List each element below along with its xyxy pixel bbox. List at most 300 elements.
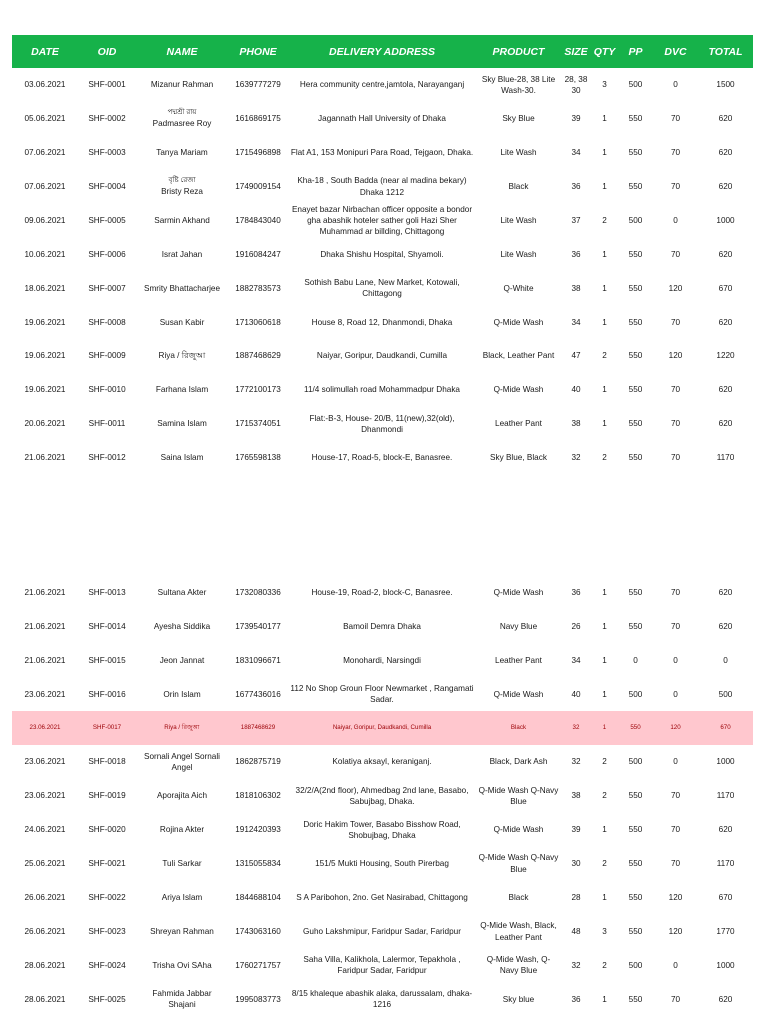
table-row [12,677,753,711]
cell-oid: SHF-0003 [88,148,126,158]
cell-total: 620 [718,419,733,429]
cell-name-latin: Bristy Reza [161,186,203,196]
cell-date: 03.06.2021 [24,80,66,90]
cell-dvc: 70 [670,453,681,463]
table-row [12,305,753,339]
cell-total: 620 [718,317,733,327]
cell-total: 670 [720,723,731,731]
cell-product: Leather Pant [495,419,542,429]
cell-oid: SHF-0022 [88,893,126,903]
cell-oid: SHF-0020 [88,825,126,835]
cell-qty: 1 [602,385,607,395]
cell-phone: 1862875719 [235,757,281,767]
table-row [12,238,753,272]
cell-qty: 2 [602,960,607,970]
cell-name: Samina Islam [157,419,207,429]
cell-name: Susan Kabir [159,317,205,327]
cell-phone: 1739540177 [235,621,281,631]
header-dvc: DVC [664,45,687,58]
cell-total: 620 [718,148,733,158]
cell-pp: 550 [628,621,643,631]
cell-total: 1000 [716,757,735,767]
cell-oid: SHF-0014 [88,621,126,631]
cell-total: 1170 [716,453,735,463]
cell-dvc: 120 [668,926,683,936]
cell-oid: SHF-0006 [88,249,126,259]
cell-dvc: 70 [670,588,681,598]
cell-pp: 550 [628,181,643,191]
cell-pp: 550 [628,453,643,463]
cell-phone: 1882783573 [235,283,281,293]
cell-phone: 1760271757 [235,960,281,970]
table-row [12,610,753,644]
table-row [12,644,753,678]
cell-name: Farhana Islam [155,385,209,395]
cell-name [136,102,228,136]
cell-size: 48 [571,926,581,936]
cell-phone: 1772100173 [235,385,281,395]
cell-qty: 1 [602,994,607,1004]
cell-total: 620 [718,621,733,631]
cell-product: Sky Blue [502,114,535,124]
cell-pp: 550 [628,791,643,801]
cell-address: Jagannath Hall University of Dhaka [318,114,446,124]
cell-total: 1170 [716,859,735,869]
cell-date: 23.06.2021 [24,689,66,699]
cell-oid: SHF-0024 [88,960,126,970]
cell-phone: 1315055834 [235,859,281,869]
cell-oid: SHF-0010 [88,385,126,395]
cell-qty: 1 [602,825,607,835]
cell-qty: 1 [602,893,607,903]
header-product: PRODUCT [492,45,545,58]
cell-qty: 2 [602,215,607,225]
cell-total: 620 [718,114,733,124]
cell-dvc: 70 [670,419,681,429]
cell-name: Sornali Angel Sornali Angel [143,751,220,773]
cell-name: Aporajita Aich [156,791,208,801]
cell-name: Israt Jahan [161,249,203,259]
cell-pp: 550 [628,114,643,124]
cell-dvc: 70 [670,181,681,191]
cell-qty: 2 [602,757,607,767]
cell-name: Saina Islam [160,453,204,463]
cell-oid: SHF-0007 [88,283,126,293]
header-phone: PHONE [239,45,277,58]
table-row [12,779,753,813]
cell-date: 18.06.2021 [24,283,66,293]
cell-address: Guho Lakshmipur, Faridpur Sadar, Faridpur [303,926,461,936]
cell-phone: 1639777279 [235,80,281,90]
cell-address: Bamoil Demra Dhaka [343,621,421,631]
cell-product: Black [508,181,529,191]
cell-date: 26.06.2021 [24,893,66,903]
cell-address: Naiyar, Goripur, Daudkandi, Cumilla [332,723,432,731]
cell-qty: 3 [602,80,607,90]
cell-dvc: 70 [670,114,681,124]
cell-phone: 1912420393 [235,825,281,835]
cell-pp: 550 [628,859,643,869]
cell-address: House 8, Road 12, Dhanmondi, Dhaka [311,317,453,327]
cell-size: 28, 38 30 [564,74,588,95]
cell-name: Riya / রিজুআ [158,351,206,361]
cell-oid: SHF-0023 [88,926,126,936]
cell-date: 19.06.2021 [24,385,66,395]
cell-oid: SHF-0019 [88,791,126,801]
cell-size: 32 [571,453,581,463]
header-total: TOTAL [708,45,743,58]
cell-size: 47 [571,351,581,361]
cell-size: 26 [571,621,581,631]
cell-pp: 500 [628,960,643,970]
cell-size: 34 [571,317,581,327]
cell-qty: 1 [602,689,607,699]
cell-phone: 1743063160 [235,926,281,936]
cell-size: 36 [571,249,581,259]
table-row [12,339,753,373]
cell-qty: 2 [602,791,607,801]
cell-dvc: 70 [670,148,681,158]
cell-size: 40 [571,385,581,395]
cell-oid: SHF-0002 [88,114,126,124]
cell-product: Black [510,723,527,731]
cell-pp: 550 [630,723,641,731]
cell-oid: SHF-0021 [88,859,126,869]
cell-address: House-17, Road-5, block-E, Banasree. [311,453,453,463]
cell-size: 36 [571,994,581,1004]
cell-phone: 1887468629 [240,723,276,731]
cell-size: 34 [571,148,581,158]
cell-oid: SHF-0009 [88,351,126,361]
cell-date: 23.06.2021 [24,791,66,801]
table-row [12,576,753,610]
cell-address: 32/2/A(2nd floor), Ahmedbag 2nd lane, Basabo, Sabujbag, Dhaka. [295,785,469,807]
cell-pp: 0 [633,655,638,665]
cell-pp: 550 [628,148,643,158]
cell-phone: 1844688104 [235,893,281,903]
cell-size: 32 [571,960,581,970]
cell-date: 28.06.2021 [24,994,66,1004]
cell-total: 1500 [716,80,735,90]
cell-dvc: 0 [673,215,678,225]
header-address: DELIVERY ADDRESS [329,45,435,58]
cell-pp: 550 [628,926,643,936]
table-row [12,102,753,136]
cell-phone: 1732080336 [235,588,281,598]
cell-date: 07.06.2021 [24,148,66,158]
cell-oid: SHF-0013 [88,588,126,598]
cell-size: 34 [571,655,581,665]
cell-oid: SHF-0001 [88,80,126,90]
cell-product: Q-Mide Wash Q-Navy Blue [478,853,559,874]
cell-oid: SHF-0015 [88,655,126,665]
cell-dvc: 0 [673,757,678,767]
cell-size: 38 [571,283,581,293]
cell-dvc: 0 [673,80,678,90]
header-pp: PP [628,45,643,58]
cell-phone: 1818106302 [235,791,281,801]
cell-oid: SHF-0008 [88,317,126,327]
cell-total: 620 [718,181,733,191]
cell-product: Q-Mide Wash [493,588,544,598]
cell-address: Flat:-B-3, House- 20/B, 11(new),32(old), Dhanmondi [309,413,455,434]
cell-phone: 1831096671 [235,655,281,665]
cell-address: Kolatiya aksayl, keraniganj. [332,757,432,767]
cell-qty: 1 [602,588,607,598]
cell-size: 36 [571,588,581,598]
header-size: SIZE [564,45,588,58]
cell-dvc: 120 [670,723,681,731]
cell-product: Lite Wash [500,249,537,259]
cell-qty: 1 [602,283,607,293]
cell-name: Orin Islam [163,689,201,699]
cell-name: Smrity Bhattacharjee [144,283,220,293]
cell-address: 112 No Shop Groun Floor Newmarket , Rangamati Sadar. [290,684,474,705]
cell-address: Naiyar, Goripur, Daudkandi, Cumilla [316,351,448,361]
cell-name: Jeon Jannat [159,655,205,665]
cell-date: 21.06.2021 [24,621,66,631]
cell-date: 21.06.2021 [24,655,66,665]
cell-size: 38 [571,419,581,429]
cell-name: Riya / রিজুআ [164,723,200,731]
cell-name: Mizanur Rahman [150,80,214,90]
table-row [12,170,753,204]
cell-pp: 500 [628,215,643,225]
header-row [12,35,753,68]
cell-dvc: 0 [673,960,678,970]
cell-phone: 1713060618 [235,317,281,327]
cell-name: Ariya Islam [161,893,203,903]
cell-size: 36 [571,181,581,191]
cell-product: Q-Mide Wash [493,385,544,395]
header-date: DATE [31,45,59,58]
cell-dvc: 120 [668,893,683,903]
table-row [12,407,753,441]
table-row [12,949,753,983]
table-row [12,204,753,238]
cell-address: Monohardi, Narsingdi [343,655,421,665]
cell-pp: 550 [628,994,643,1004]
cell-phone: 1715496898 [235,148,281,158]
table-row [12,847,753,881]
cell-address: Hera community centre,jamtola, Narayanganj [299,80,465,90]
cell-dvc: 70 [670,385,681,395]
cell-dvc: 70 [670,249,681,259]
cell-total: 620 [718,994,733,1004]
cell-pp: 550 [628,317,643,327]
cell-pp: 500 [628,689,643,699]
cell-oid: SHF-0005 [88,215,126,225]
cell-total: 500 [718,689,733,699]
cell-product: Q-Mide Wash, Q-Navy Blue [486,955,551,976]
cell-address: 151/5 Mukti Housing, South Pirerbag [315,859,449,869]
cell-name: Tuli Sarkar [162,859,202,869]
cell-phone: 1887468629 [235,351,281,361]
cell-pp: 550 [628,893,643,903]
table-row [12,68,753,102]
cell-product: Black [508,893,529,903]
cell-product: Q-Mide Wash Q-Navy Blue [478,785,559,807]
cell-address: 8/15 khaleque abashik alaka, darussalam, dhaka-1216 [291,989,473,1010]
cell-dvc: 0 [673,655,678,665]
cell-name: Trisha Ovi SAha [152,960,212,970]
table-row [12,745,753,779]
cell-name-bangla: পদ্মশ্রী রায় [167,109,197,117]
cell-qty: 3 [602,926,607,936]
cell-total: 0 [723,655,728,665]
cell-total: 620 [718,385,733,395]
cell-name: Shreyan Rahman [150,926,214,936]
cell-product: Lite Wash [500,148,537,158]
cell-size: 39 [571,825,581,835]
cell-qty: 1 [602,621,607,631]
cell-size: 32 [572,723,580,731]
cell-dvc: 0 [673,689,678,699]
cell-oid: SHF-0004 [88,181,126,191]
cell-phone: 1784843040 [235,215,281,225]
cell-date: 28.06.2021 [24,960,66,970]
table-row [12,136,753,170]
cell-product: Sky blue [502,994,535,1004]
cell-address: Dhaka Shishu Hospital, Shyamoli. [320,249,444,259]
cell-date: 23.06.2021 [29,723,61,731]
cell-address: 11/4 solimullah road Mohammadpur Dhaka [304,385,460,395]
cell-pp: 550 [628,588,643,598]
cell-product: Q-Mide Wash [493,317,544,327]
table-row [12,915,753,949]
cell-name: Rojina Akter [159,825,205,835]
cell-name: Sultana Akter [157,588,207,598]
cell-size: 28 [571,893,581,903]
cell-date: 26.06.2021 [24,926,66,936]
orders-table [12,35,753,1016]
cell-product: Q-White [503,283,534,293]
cell-address: Kha-18 , South Badda (near al madina bekary) Dhaka 1212 [297,176,467,197]
cell-qty: 2 [602,859,607,869]
cell-size: 39 [571,114,581,124]
cell-date: 07.06.2021 [24,181,66,191]
cell-phone: 1616869175 [235,114,281,124]
header-name: NAME [166,45,198,58]
table-row [12,373,753,407]
cell-dvc: 70 [670,825,681,835]
cell-qty: 2 [602,453,607,463]
cell-pp: 550 [628,419,643,429]
cell-name: Tanya Mariam [156,148,208,158]
cell-total: 620 [718,588,733,598]
cell-total: 1000 [716,215,735,225]
table-row [12,881,753,915]
cell-qty: 1 [602,148,607,158]
cell-total: 620 [718,249,733,259]
cell-pp: 550 [628,283,643,293]
orders-sheet [12,35,753,1016]
table-row [12,982,753,1016]
cell-total: 1170 [716,791,735,801]
cell-oid: SHF-0016 [88,689,126,699]
cell-oid: SHF-0011 [88,419,126,429]
cell-product: Q-Mide Wash, Black, Leather Pant [480,921,557,942]
table-row [12,813,753,847]
cell-product: Leather Pant [495,655,542,665]
cell-date: 24.06.2021 [24,825,66,835]
cell-phone: 1916084247 [235,249,281,259]
cell-oid: SHF-0012 [88,453,126,463]
cell-product: Black, Leather Pant [482,351,555,361]
cell-dvc: 70 [670,994,681,1004]
cell-product: Black, Dark Ash [489,757,548,767]
cell-total: 670 [718,893,733,903]
orders-body [12,68,753,1016]
cell-phone: 1765598138 [235,453,281,463]
cell-date: 25.06.2021 [24,859,66,869]
cell-date: 23.06.2021 [24,757,66,767]
cell-total: 1770 [716,926,735,936]
table-row [12,271,753,305]
cell-date: 21.06.2021 [24,453,66,463]
cell-date: 20.06.2021 [24,419,66,429]
cell-product: Sky Blue, Black [490,453,547,463]
cell-pp: 550 [628,351,643,361]
cell-address: S A Paribohon, 2no. Get Nasirabad, Chittagong [296,893,468,903]
page-gap [12,475,753,576]
cell-date: 10.06.2021 [24,249,66,259]
cell-phone: 1749009154 [235,181,281,191]
cell-qty: 1 [602,317,607,327]
page-gap-cell [12,475,753,576]
cell-name-latin: Padmasree Roy [152,119,212,128]
cell-pp: 500 [628,757,643,767]
cell-date: 05.06.2021 [24,114,66,124]
cell-qty: 1 [602,114,607,124]
cell-size: 38 [571,791,581,801]
cell-product: Navy Blue [499,621,538,631]
cell-pp: 500 [628,80,643,90]
cell-address: Enayet bazar Nirbachan officer opposite a bondor gha abashik hoteler sather goli Hazi Sher Muhammad ar billding, Chittagong [291,204,473,237]
cell-qty: 1 [602,723,607,731]
cell-qty: 1 [602,419,607,429]
cell-oid: SHF-0025 [88,994,126,1004]
cell-qty: 1 [602,655,607,665]
cell-address: Flat A1, 153 Monipuri Para Road, Tejgaon, Dhaka. [290,148,474,158]
cell-dvc: 120 [668,283,683,293]
cell-address: House-19, Road-2, block-C, Banasree. [311,588,453,598]
table-row [12,441,753,475]
cell-product: Sky Blue-28, 38 Lite Wash-30. [481,74,556,95]
cell-dvc: 120 [668,351,683,361]
cell-dvc: 70 [670,791,681,801]
cell-size: 37 [571,215,581,225]
cell-size: 30 [571,859,581,869]
cell-size: 40 [571,689,581,699]
cell-size: 32 [571,757,581,767]
cell-dvc: 70 [670,859,681,869]
cell-date: 09.06.2021 [24,215,66,225]
cell-product: Lite Wash [500,215,537,225]
cell-name: Sarmin Akhand [154,215,210,225]
cell-date: 19.06.2021 [24,351,66,361]
cell-product: Q-Mide Wash [493,689,544,699]
cell-dvc: 70 [670,621,681,631]
cell-oid: SHF-0017 [92,723,122,731]
cell-date: 21.06.2021 [24,588,66,598]
cell-address: Sothish Babu Lane, New Market, Kotowali, Chittagong [304,278,460,299]
cell-date: 19.06.2021 [24,317,66,327]
cell-total: 670 [718,283,733,293]
cell-pp: 550 [628,249,643,259]
cell-product: Q-Mide Wash [493,825,544,835]
cell-total: 1000 [716,960,735,970]
